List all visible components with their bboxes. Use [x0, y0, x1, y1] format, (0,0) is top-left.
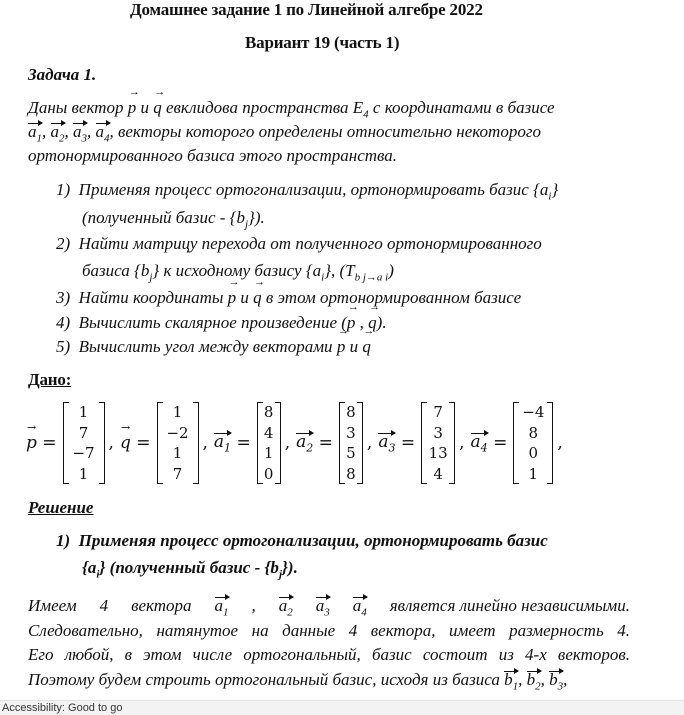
- paragraph-text: Поэтому будем строить ортогональный базис, исходя из базиса: [28, 670, 505, 689]
- comma: ,: [284, 433, 291, 453]
- step-text: и: [345, 337, 363, 356]
- vector-a3: $a_3$: [73, 122, 87, 145]
- matrix-cell: 8: [346, 464, 356, 483]
- matrix-p: [63, 402, 105, 484]
- given-heading: Дано:: [28, 370, 72, 389]
- matrix-cell: 3: [346, 423, 356, 442]
- paragraph-text: Имеем: [28, 596, 77, 615]
- matrix-cell: 8: [346, 403, 356, 421]
- vector-b3: $b_3$: [549, 670, 564, 693]
- step-text: Вычислить скалярное произведение (: [78, 313, 347, 332]
- step-number: 2): [56, 234, 71, 253]
- matrix-cell: 1: [528, 464, 539, 483]
- intro-text: евклидова пространства E: [161, 98, 364, 117]
- matrix-cell: −4: [522, 403, 545, 421]
- comma: ,: [202, 433, 208, 453]
- step-text: Вычислить угол между векторами: [78, 337, 337, 356]
- comma: ,: [108, 433, 114, 453]
- vector-a3: $a_3$: [378, 431, 396, 455]
- equals-sign: =: [493, 432, 508, 453]
- matrix-a4: [513, 402, 553, 484]
- vector-p: p →: [128, 98, 137, 118]
- matrix-a3: [421, 402, 455, 484]
- vector-a4: $a_4$: [95, 122, 110, 145]
- vector-q: q →: [120, 433, 131, 453]
- paragraph-text: является линейно независимыми.: [389, 596, 630, 615]
- step-text: ).: [376, 313, 387, 332]
- step-5: [56, 337, 371, 357]
- step-sub: i: [321, 271, 325, 284]
- paragraph-line-1: [28, 596, 630, 618]
- step-1-line-2: [82, 208, 265, 230]
- intro-text: Даны вектор: [28, 98, 128, 117]
- label-a1: [214, 432, 251, 454]
- vector-a1: $a_1$: [214, 596, 229, 619]
- step-text: (полученный базис - {b: [82, 208, 245, 227]
- solution-heading: Решение: [28, 498, 94, 517]
- intro-line-3: ортонормированного базиса этого пространства.: [28, 146, 398, 165]
- step-number: 1): [56, 531, 71, 550]
- matrix-a1: [257, 402, 281, 484]
- equals-sign: =: [236, 432, 251, 453]
- label-p: [26, 433, 57, 453]
- step-text: }).: [248, 208, 265, 227]
- step-2-line-1: [56, 234, 542, 254]
- vector-p: p →: [347, 313, 356, 333]
- vector-a3: $a_3$: [315, 596, 330, 619]
- vector-a2: $a_2$: [296, 431, 314, 455]
- step-text: }: [551, 180, 559, 199]
- comma: ,: [459, 433, 465, 453]
- comma: ,: [366, 433, 373, 453]
- equals-sign: =: [318, 432, 333, 453]
- step-number: 3): [56, 288, 71, 307]
- vector-q: q →: [153, 98, 162, 118]
- comma: ,: [251, 596, 256, 615]
- step-sub: j: [278, 568, 282, 581]
- step-text: в этом ортонормированном базисе: [261, 288, 522, 307]
- step-text: и: [236, 288, 254, 307]
- matrix-cell: 7: [78, 423, 89, 442]
- matrix-cell: 0: [528, 444, 539, 463]
- equals-sign: =: [42, 433, 57, 453]
- solution-step-1-line-2: [82, 558, 298, 580]
- step-text: Применяя процесс ортогонализации, ортонормировать базис {a: [78, 180, 549, 199]
- step-sub: j: [149, 271, 153, 284]
- paragraph-text: вектора: [131, 596, 192, 615]
- intro-text: и: [136, 98, 154, 117]
- vector-a4: $a_4$: [352, 596, 367, 619]
- vector-q: q →: [362, 337, 371, 357]
- step-number: 4): [56, 313, 71, 332]
- matrix-cell: 8: [263, 403, 274, 421]
- step-text: ,: [355, 313, 369, 332]
- matrix-cell: 4: [433, 464, 443, 483]
- vector-b1: $b_1$: [504, 670, 519, 693]
- intro-line-2: $a_1$, $a_2$, $a_3$, $a_4$, векторы которого определены относительно некоторого: [28, 122, 541, 145]
- matrix-cell: 1: [78, 464, 89, 483]
- solution-step-1-line-1: [56, 531, 548, 551]
- vector-a2: $a_2$: [50, 122, 65, 145]
- paragraph-line-2: Следовательно, натянутое на данные 4 вектора, имеет размерность 4.: [28, 621, 630, 640]
- matrix-cell: 1: [172, 403, 183, 421]
- matrix-cell: 1: [263, 444, 274, 463]
- vector-q: q →: [253, 288, 262, 308]
- step-number: 5): [56, 337, 71, 356]
- step-text: } (полученный базис - {b: [99, 558, 279, 577]
- step-text: Найти координаты: [78, 288, 228, 307]
- label-a3: [378, 432, 415, 454]
- vector-p: p →: [26, 433, 37, 453]
- step-text: }).: [282, 558, 298, 577]
- label-q: [120, 433, 151, 453]
- matrix-cell: 8: [528, 423, 539, 442]
- vector-a1: $a_1$: [213, 431, 232, 455]
- matrix-a2: [339, 402, 363, 484]
- step-text: базиса {b: [82, 261, 150, 280]
- paragraph-text: 4: [99, 596, 109, 615]
- matrix-cell: 4: [263, 423, 274, 442]
- given-vectors: [26, 398, 569, 488]
- accessibility-status[interactable]: Accessibility: Good to go: [2, 702, 123, 714]
- matrix-cell: −2: [166, 423, 189, 442]
- vector-a1: $a_1$: [28, 122, 42, 145]
- equals-sign: =: [400, 432, 416, 453]
- equals-sign: =: [136, 433, 151, 453]
- step-text: ): [388, 261, 394, 280]
- step-text: }, (T: [324, 261, 355, 280]
- step-1-line-1: [56, 180, 558, 202]
- step-text: {a: [82, 558, 97, 577]
- step-text: } к исходному базису {a: [152, 261, 322, 280]
- vector-b2: $b_2$: [526, 670, 541, 693]
- label-a2: [296, 432, 333, 454]
- status-bar: [0, 700, 684, 715]
- matrix-cell: 1: [78, 403, 89, 421]
- document-subtitle: Вариант 19 (часть 1): [245, 33, 400, 52]
- intro-text: , векторы которого определены относительно некоторого: [109, 122, 541, 141]
- matrix-cell: 3: [433, 423, 443, 442]
- vector-a2: $a_2$: [278, 596, 293, 619]
- vector-a4: $a_4$: [470, 431, 488, 455]
- vector-q: q →: [368, 313, 377, 333]
- step-text: Найти матрицу перехода от полученного ортонормированного: [78, 234, 542, 253]
- task-heading: Задача 1.: [28, 65, 97, 84]
- intro-line-1: [28, 98, 555, 120]
- vector-p: p →: [337, 337, 346, 357]
- document-title: Домашнее задание 1 по Линейной алгебре 2022: [130, 0, 483, 19]
- matrix-cell: 5: [346, 444, 356, 463]
- matrix-cell: 13: [428, 444, 448, 463]
- step-sub: j: [244, 218, 249, 231]
- matrix-cell: 7: [172, 464, 183, 483]
- step-text: Применяя процесс ортогонализации, ортонормировать базис: [78, 531, 548, 550]
- step-sub: i: [548, 190, 552, 203]
- step-number: 1): [56, 180, 71, 199]
- step-sub: i: [96, 568, 100, 581]
- matrix-q: [157, 402, 199, 484]
- matrix-cell: 7: [433, 403, 443, 421]
- comma: ,: [557, 433, 563, 453]
- vector-p: p →: [228, 288, 237, 308]
- matrix-cell: 1: [172, 444, 183, 463]
- label-a4: [471, 432, 508, 454]
- paragraph-line-3: Его любой, в этом числе ортогональный, базис состоит из 4-х векторов.: [28, 645, 630, 664]
- step-sub: b j→a i: [354, 271, 389, 284]
- step-3: [56, 288, 521, 308]
- intro-sub: 4: [363, 108, 369, 121]
- paragraph-line-4: Поэтому будем строить ортогональный базис, исходя из базиса $b_1$, $b_2$, $b_3$,: [28, 670, 568, 693]
- intro-text: с координатами в базисе: [368, 98, 555, 117]
- matrix-cell: −7: [72, 444, 95, 463]
- matrix-cell: 0: [263, 464, 274, 483]
